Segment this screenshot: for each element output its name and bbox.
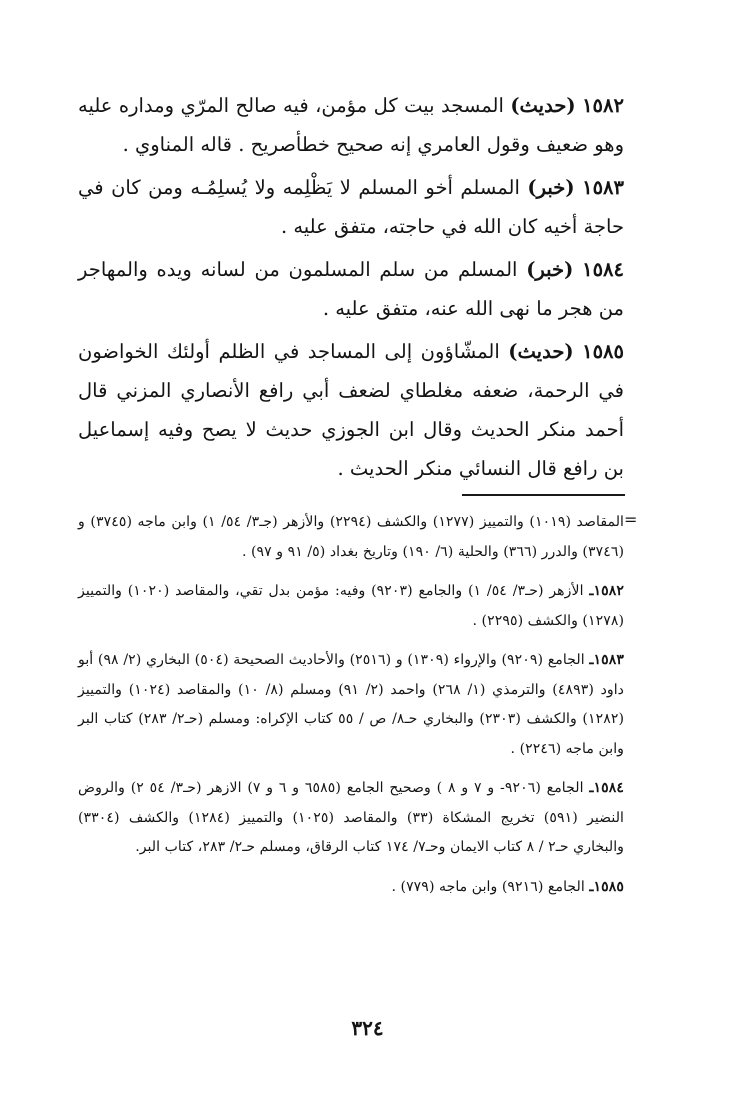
entry-text: المشّاؤون إلى المساجد في الظلم أولئك الخواضون في الرحمة، ضعفه مغلطاي لضعف أبي رافع الأنصاري المزني قال أحمد منكر الحديث وقال ابن الجوزي حديث لا يصح وفيه إسماعيل بن رافع قال النسائي منكر الحديث .	[78, 340, 624, 480]
entry-kind: (خبر)	[527, 176, 575, 199]
footnote-continued	[78, 508, 624, 567]
footnote-1585	[78, 873, 624, 903]
footnote-text: الجامع (٩٢١٦) وابن ماجه (٧٧٩) .	[391, 878, 585, 895]
footnote-text: المقاصد (١٠١٩) والتمييز (١٢٧٧) والكشف (٢٢٩٤) والأزهر (جـ٣/ ٥٤/ ١) وابن ماجه (٣٧٤٥) و (٣٧٤٦) والدرر (٣٦٦) والحلية (٦/ ١٩٠) وتاريخ بغداد (٥/ ٩١ و ٩٧) .	[78, 514, 625, 560]
entry-text: المسلم أخو المسلم لا يَظْلِمه ولا يُسلِمُـه ومن كان في حاجة أخيه كان الله في حاجته، متفق عليه .	[78, 176, 624, 238]
entry-kind: (حديث)	[508, 340, 574, 363]
entry-1584	[78, 250, 624, 328]
footnote-1582	[78, 577, 624, 636]
footnote-number: ١٥٨٤ـ	[589, 780, 624, 796]
footnotes	[78, 508, 624, 912]
footnote-text: الأزهر (حـ٣/ ٥٤/ ١) والجامع (٩٢٠٣) وفيه: مؤمن بدل تقي، والمقاصد (١٠٢٠) والتمييز (١٢٧٨) والكشف (٢٢٩٥) .	[78, 583, 624, 629]
footnote-number: ١٥٨٥ـ	[589, 878, 624, 895]
footnote-text: الجامع (٩٢٠٦- و ٧ و ٨ ) وصحيح الجامع (٦٥٨٥ و ٦ و ٧) الازهر (حـ٣/ ٥٤ ٢) والروض النضير (٥٩١) تخريج المشكاة (٣٣) والمقاصد (١٠٢٥) والتمييز (١٢٨٤) والكشف (٣٣٠٤) والبخاري حـ٢ / ٨ كتاب الايمان وحـ٧/ ١٧٤ كتاب الرقاق، ومسلم حـ٢/ ٢٨٣، كتاب البر.	[78, 780, 624, 855]
entry-number: ١٥٨٣	[582, 176, 624, 199]
footnote-1584	[78, 774, 624, 863]
entry-1585	[78, 332, 624, 488]
entry-kind: (خبر)	[526, 258, 574, 281]
footnote-1583	[78, 646, 624, 764]
footnote-number: ١٥٨٣ـ	[589, 652, 624, 668]
entry-1582	[78, 86, 624, 164]
entry-number: ١٥٨٥	[582, 340, 625, 363]
page-number: ٣٢٤	[351, 1016, 384, 1040]
footnote-text: الجامع (٩٢٠٩) والإرواء (١٣٠٩) و (٢٥١٦) والأحاديث الصحيحة (٥٠٤) البخاري (٢/ ٩٨) أبو داود (٤٨٩٣) والترمذي (١/ ٢٦٨) واحمد (٢/ ٩١) ومسلم (٨/ ١٠) والمقاصد (١٠٢٤) والتمييز (١٢٨٢) والكشف (٢٣٠٣) والبخاري حـ٨/ ص / ٥٥ كتاب الإكراه: ومسلم (حـ٢/ ٢٨٣) كتاب البر وابن ماجه (٢٢٤٦) .	[78, 652, 625, 757]
entry-text: المسلم من سلم المسلمون من لسانه ويده والمهاجر من هجر ما نهى الله عنه، متفق عليه .	[78, 258, 624, 320]
footnote-number: ١٥٨٢ـ	[589, 583, 624, 599]
entry-1583	[78, 168, 624, 246]
footnote-continuation-marker: =	[624, 510, 638, 529]
main-text	[78, 86, 624, 492]
entry-number: ١٥٨٢	[582, 94, 624, 117]
entry-number: ١٥٨٤	[582, 258, 624, 281]
entry-text: المسجد بيت كل مؤمن، فيه صالح المرّي ومداره عليه وهو ضعيف وقول العامري إنه صحيح خطأصريح . قاله المناوي .	[78, 94, 624, 156]
footnote-separator	[462, 494, 625, 496]
entry-kind: (حديث)	[510, 94, 576, 117]
